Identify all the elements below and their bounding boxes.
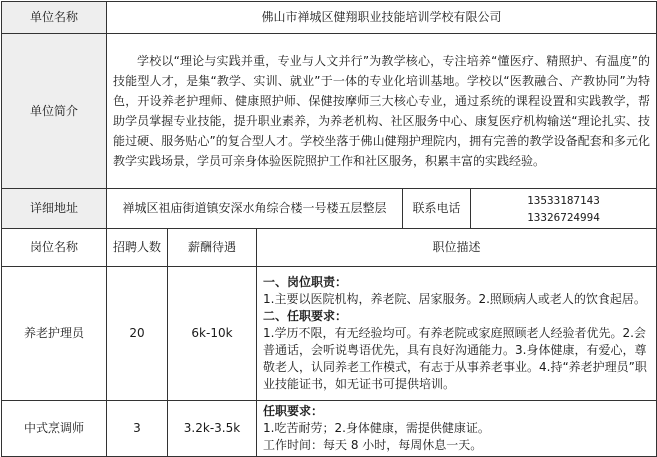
job-count: 20	[107, 267, 168, 401]
table-row	[2, 401, 657, 457]
requirement-text: 1.学历不限，有无经验均可。有养老院或家庭照顾老人经验者优先。2.会普通话，会听说粤语优先，具有良好沟通能力。3.身体健康，有爱心，尊敬老人，认同养老工作模式，有志于从事养老事业。4.持“养老护理员”职业技能证书，如无证书可提供培训。	[263, 326, 647, 391]
job-description	[257, 267, 657, 401]
job-count: 3	[107, 401, 168, 457]
address-label: 详细地址	[2, 189, 107, 229]
requirement-title: 二、任职要求：	[263, 309, 348, 323]
requirement-title: 任职要求：	[263, 404, 324, 418]
unit-intro-row	[2, 34, 657, 189]
address-value: 禅城区祖庙街道镇安深水角综合楼一号楼五层整层	[107, 189, 403, 229]
job-salary: 6k-10k	[168, 267, 257, 401]
duty-text: 1.主要以医院机构，养老院、居家服务。2.照顾病人或老人的饮食起居。	[263, 292, 646, 306]
job-description	[257, 401, 657, 457]
header-position: 岗位名称	[2, 229, 107, 267]
requirement-line: 1.吃苦耐劳；2.身体健康，需提供健康证。	[263, 421, 490, 435]
phone-number: 13533187143	[527, 193, 600, 207]
phone-values	[471, 189, 657, 229]
unit-name-label: 单位名称	[2, 2, 107, 34]
header-description: 职位描述	[257, 229, 657, 267]
unit-intro-text: 学校以“理论与实践并重，专业与人文并行”为教学核心，专注培养“懂医疗、精照护、有温度”的技能型人才，是集“教学、实训、就业”于一体的专业化培训基地。学校以“医教融合、产教协同”为特色，开设养老护理师、健康照护师、保健按摩师三大核心专业，通过系统的课程设置和实践教学，帮助学员掌握专业技能，提升职业素养，为养老机构、社区服务中心、康复医疗机构输送“理论扎实、技能过硬、服务贴心”的复合型人才。学校坐落于佛山健翔护理院内，拥有完善的教学设备配套和多元化教学实践场景，学员可亲身体验医院照护工作和社区服务，积累丰富的实践经验。	[107, 34, 657, 189]
table-row	[2, 267, 657, 401]
requirement-line: 工作时间：每天 8 小时，每周休息一天。	[263, 438, 483, 452]
job-salary: 3.2k-3.5k	[168, 401, 257, 457]
table-header-row	[2, 229, 657, 267]
recruitment-table	[1, 1, 657, 457]
phone-number: 13326724994	[527, 210, 600, 224]
job-position: 养老护理员	[2, 267, 107, 401]
unit-name-row	[2, 2, 657, 34]
address-row	[2, 189, 657, 229]
job-position: 中式烹调师	[2, 401, 107, 457]
phone-label: 联系电话	[403, 189, 471, 229]
header-count: 招聘人数	[107, 229, 168, 267]
duty-title: 一、岗位职责：	[263, 275, 348, 289]
header-salary: 薪酬待遇	[168, 229, 257, 267]
unit-intro-label: 单位简介	[2, 34, 107, 189]
unit-name-value: 佛山市禅城区健翔职业技能培训学校有限公司	[107, 2, 657, 34]
